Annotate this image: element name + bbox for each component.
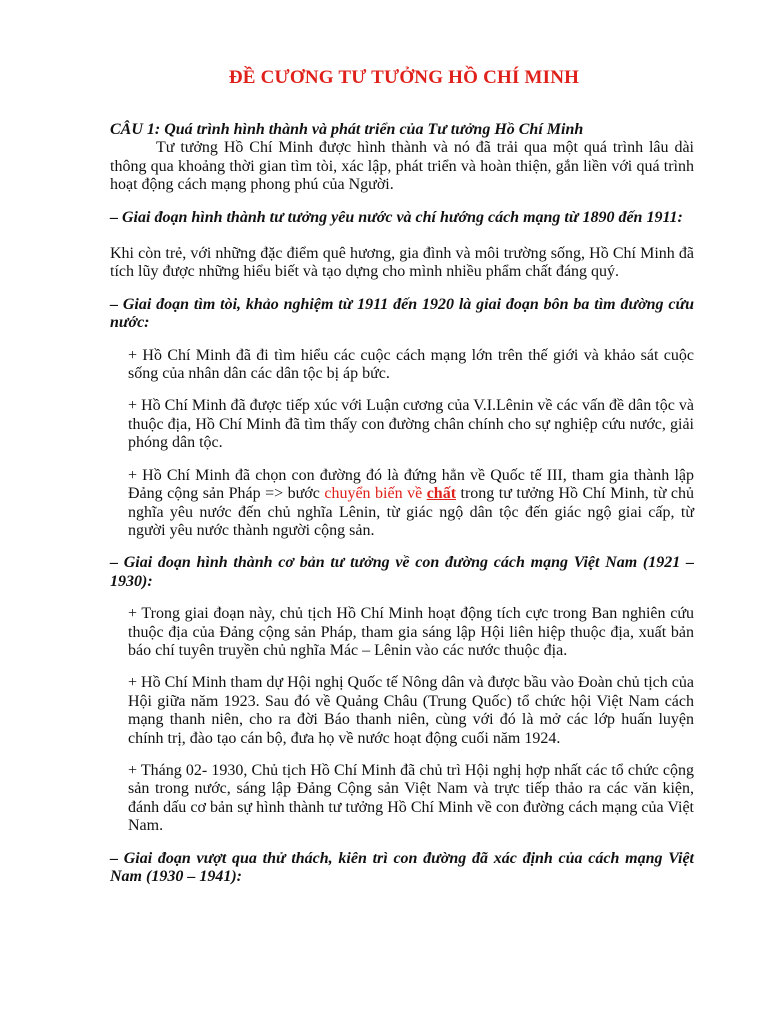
- section-2-bullet-3: [128, 467, 694, 541]
- bullet-3-highlight: chuyển biến về: [324, 485, 427, 503]
- section-2-heading: – Giai đoạn tìm tòi, khảo nghiệm từ 1911 đến 1920 là giai đoạn bôn ba tìm đường cứu nước:: [110, 295, 694, 332]
- section-1-text: Khi còn trẻ, với những đặc điểm quê hương, gia đình và môi trường sống, Hồ Chí Minh đã tích lũy được những hiểu biết và tạo dựng cho mình nhiều phẩm chất đáng quý.: [110, 245, 694, 281]
- section-3-bullet-3: + Tháng 02- 1930, Chủ tịch Hồ Chí Minh đã chủ trì Hội nghị hợp nhất các tổ chức cộng sản trong nước, sáng lập Đảng Cộng sản Việt Nam và trực tiếp thảo ra các văn kiện, đánh dấu cơ bản sự hình thành tư tưởng Hồ Chí Minh về con đường cách mạng của Việt Nam.: [128, 761, 694, 835]
- question-heading: CÂU 1: Quá trình hình thành và phát triển của Tư tưởng Hồ Chí Minh: [110, 121, 584, 138]
- document-body: [110, 121, 694, 886]
- bullet-3-emphasis: chất: [426, 485, 457, 503]
- section-3-bullet-2: + Hồ Chí Minh tham dự Hội nghị Quốc tế Nông dân và được bầu vào Đoàn chủ tịch của Hội giữa năm 1923. Sau đó về Quảng Châu (Trung Quốc) tổ chức hội Việt Nam cách mạng thanh niên, cho ra đời Báo thanh niên, cùng với đó là mở các lớp huấn luyện chính trị, đào tạo cán bộ, đưa họ về nước hoạt động cuối năm 1924.: [128, 674, 694, 747]
- section-2-bullet-1: + Hồ Chí Minh đã đi tìm hiểu các cuộc cách mạng lớn trên thế giới và khảo sát cuộc sống của nhân dân các dân tộc bị áp bức.: [128, 346, 694, 383]
- bullet-3-text-after: trong tư tưởng Hồ Chí Minh, từ chủ nghĩa yêu nước đến chủ nghĩa Lênin, từ giác ngộ dân tộc đến giác ngộ giai cấp, từ người yêu nước thành người cộng sản.: [128, 485, 695, 539]
- document-title: ĐỀ CƯƠNG TƯ TƯỞNG HỒ CHÍ MINH: [228, 67, 580, 88]
- section-1-heading: – Giai đoạn hình thành tư tưởng yêu nước và chí hướng cách mạng từ 1890 đến 1911:: [110, 208, 683, 226]
- intro-paragraph: Tư tưởng Hồ Chí Minh được hình thành và nó đã trải qua một quá trình lâu dài thông qua khoảng thời gian tìm tòi, xác lập, phát triển và hoàn thiện, gắn liền với quá trình hoạt động cách mạng phong phú của Người.: [110, 139, 694, 194]
- section-3-heading: – Giai đoạn hình thành cơ bản tư tưởng về con đường cách mạng Việt Nam (1921 – 1930):: [110, 554, 694, 590]
- section-4-heading: – Giai đoạn vượt qua thử thách, kiên trì con đường đã xác định của cách mạng Việt Nam (1930 – 1941):: [110, 849, 694, 885]
- section-2-bullet-2: + Hồ Chí Minh đã được tiếp xúc với Luận cương của V.I.Lênin về các vấn đề dân tộc và thuộc địa, Hồ Chí Minh đã tìm thấy con đường chân chính cho sự nghiệp cứu nước, giải phóng dân tộc.: [128, 397, 694, 452]
- bullet-3-text-before: + Hồ Chí Minh đã chọn con đường đó là đứng hẳn về Quốc tế III, tham gia thành lập Đảng cộng sản Pháp => bước: [128, 466, 694, 503]
- section-3-bullet-1: + Trong giai đoạn này, chủ tịch Hồ Chí Minh hoạt động tích cực trong Ban nghiên cứu thuộc địa của Đảng cộng sản Pháp, tham gia sáng lập Hội liên hiệp thuộc địa, xuất bản báo chí tuyên truyền chủ nghĩa Mác – Lênin vào các nước thuộc địa.: [128, 605, 694, 659]
